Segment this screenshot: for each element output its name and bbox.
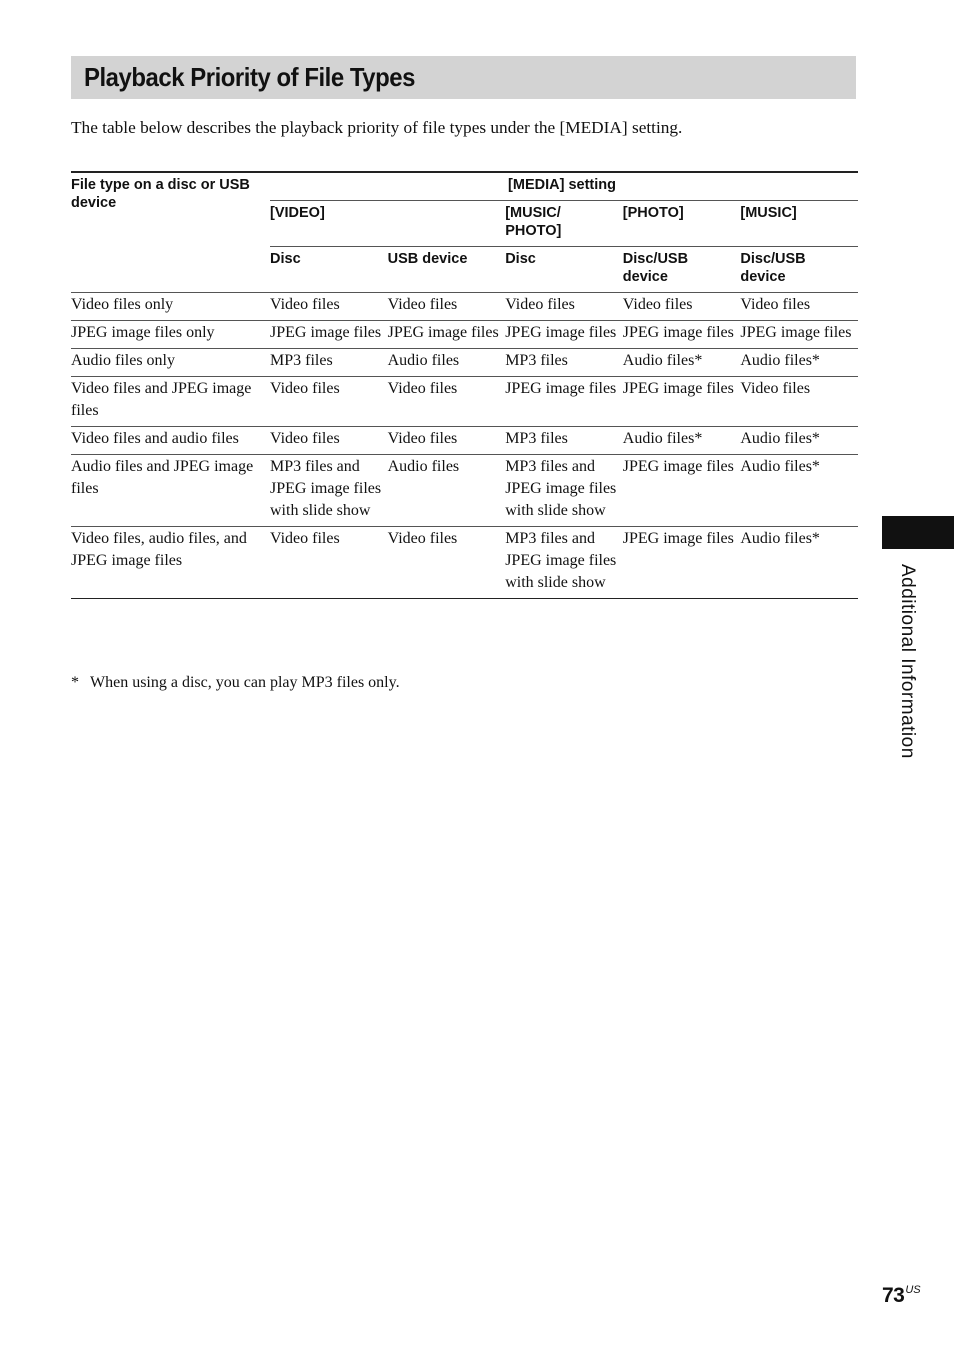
table-cell: JPEG image files — [623, 527, 741, 599]
footnote — [71, 672, 400, 694]
page-title: Playback Priority of File Types — [84, 62, 415, 92]
media-setting-header: [MEDIA] setting — [508, 177, 616, 193]
table-cell: Audio files — [388, 349, 506, 377]
media-header: Disc/USB device — [740, 247, 858, 293]
file-type-cell: Audio files and JPEG image files — [71, 455, 270, 527]
table-cell: JPEG image files — [505, 377, 623, 427]
table-cell: Audio files* — [623, 349, 741, 377]
table-cell: Audio files* — [740, 455, 858, 527]
table-row — [71, 455, 858, 527]
table-cell: MP3 files — [505, 349, 623, 377]
table-row — [71, 349, 858, 377]
corner-header: File type on a disc or USB device — [71, 177, 250, 211]
table-cell: Video files — [740, 377, 858, 427]
table-cell: JPEG image files — [623, 321, 741, 349]
table-cell: JPEG image files — [270, 321, 388, 349]
table-cell: Video files — [740, 293, 858, 321]
table-row — [71, 321, 858, 349]
page-number-region: US — [905, 1284, 921, 1296]
table-cell: Audio files* — [623, 427, 741, 455]
table-row — [71, 377, 858, 427]
file-type-cell: Video files only — [71, 293, 270, 321]
media-header: Disc/USB device — [623, 247, 741, 293]
table-cell: Video files — [270, 377, 388, 427]
file-type-cell: Video files, audio files, and JPEG image files — [71, 527, 270, 599]
table-cell: Video files — [388, 527, 506, 599]
table-row — [71, 527, 858, 599]
section-side-label: Additional Information — [897, 564, 918, 759]
file-type-cell: Video files and JPEG image files — [71, 377, 270, 427]
table-cell: MP3 files and JPEG image files with slide show — [505, 455, 623, 527]
table-cell: Video files — [270, 293, 388, 321]
table-cell: Video files — [270, 427, 388, 455]
mode-header: [MUSIC] — [740, 201, 858, 247]
mode-header: [MUSIC/ PHOTO] — [505, 201, 623, 247]
table-cell: Audio files* — [740, 427, 858, 455]
table-cell: Video files — [270, 527, 388, 599]
table-cell: Video files — [388, 427, 506, 455]
media-header: USB device — [388, 247, 506, 293]
page-number — [882, 1284, 921, 1308]
media-header: Disc — [270, 247, 388, 293]
table-row — [71, 427, 858, 455]
table-cell: Audio files* — [740, 349, 858, 377]
mode-header: [VIDEO] — [270, 201, 505, 247]
table-cell: MP3 files — [505, 427, 623, 455]
table-cell: MP3 files and JPEG image files with slide show — [270, 455, 388, 527]
table-cell: JPEG image files — [623, 377, 741, 427]
table-cell: Audio files* — [740, 527, 858, 599]
section-tab-marker — [882, 516, 954, 549]
media-header: Disc — [505, 247, 623, 293]
table-cell: Video files — [623, 293, 741, 321]
table-cell: Video files — [505, 293, 623, 321]
table-cell: Video files — [388, 293, 506, 321]
table-cell: MP3 files — [270, 349, 388, 377]
table-cell: JPEG image files — [623, 455, 741, 527]
table-cell: Audio files — [388, 455, 506, 527]
footnote-marker: * — [71, 674, 79, 691]
mode-header: [PHOTO] — [623, 201, 741, 247]
intro-paragraph: The table below describes the playback priority of file types under the [MEDIA] setting. — [71, 118, 683, 137]
page-number-value: 73 — [882, 1284, 905, 1307]
table-row — [71, 293, 858, 321]
table-cell: Video files — [388, 377, 506, 427]
table-cell: MP3 files and JPEG image files with slide show — [505, 527, 623, 599]
file-type-cell: JPEG image files only — [71, 321, 270, 349]
table-cell: JPEG image files — [505, 321, 623, 349]
title-bar — [71, 56, 856, 99]
file-type-cell: Video files and audio files — [71, 427, 270, 455]
footnote-text: When using a disc, you can play MP3 files only. — [90, 674, 400, 691]
playback-priority-table — [71, 171, 858, 599]
file-type-cell: Audio files only — [71, 349, 270, 377]
table-cell: JPEG image files — [740, 321, 858, 349]
table-cell: JPEG image files — [388, 321, 506, 349]
